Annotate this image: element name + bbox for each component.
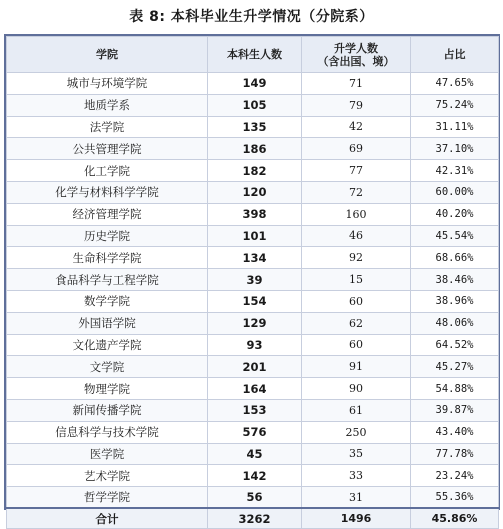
cell-college: 化学与材料科学学院 — [7, 181, 208, 203]
cell-undergrads: 149 — [208, 73, 302, 95]
cell-further: 60 — [302, 334, 411, 356]
cell-college: 外国语学院 — [7, 312, 208, 334]
cell-ratio: 54.88% — [411, 378, 499, 400]
cell-ratio: 55.36% — [411, 487, 499, 509]
cell-ratio: 47.65% — [411, 73, 499, 95]
cell-ratio: 68.66% — [411, 247, 499, 269]
cell-undergrads: 201 — [208, 356, 302, 378]
table-row — [7, 73, 499, 95]
cell-further: 77 — [302, 160, 411, 182]
cell-further: 79 — [302, 94, 411, 116]
cell-ratio: 75.24% — [411, 94, 499, 116]
total-further: 1496 — [302, 508, 411, 528]
cell-further: 35 — [302, 443, 411, 465]
total-label: 合计 — [7, 508, 208, 528]
cell-further: 60 — [302, 290, 411, 312]
total-undergrads: 3262 — [208, 508, 302, 528]
header-further-line1: 升学人数 — [334, 41, 378, 55]
cell-ratio: 42.31% — [411, 160, 499, 182]
cell-undergrads: 153 — [208, 399, 302, 421]
table-row — [7, 334, 499, 356]
table-row — [7, 116, 499, 138]
table-title: 表 8: 本科毕业生升学情况（分院系） — [129, 9, 374, 25]
graduate-table — [6, 36, 499, 529]
cell-further: 72 — [302, 181, 411, 203]
cell-college: 地质学系 — [7, 94, 208, 116]
cell-ratio: 64.52% — [411, 334, 499, 356]
cell-college: 医学院 — [7, 443, 208, 465]
cell-undergrads: 105 — [208, 94, 302, 116]
table-row — [7, 487, 499, 509]
table-body — [7, 73, 499, 509]
table-row — [7, 94, 499, 116]
cell-college: 化工学院 — [7, 160, 208, 182]
cell-college: 文化遗产学院 — [7, 334, 208, 356]
cell-college: 历史学院 — [7, 225, 208, 247]
cell-further: 90 — [302, 378, 411, 400]
table-row — [7, 399, 499, 421]
cell-further: 46 — [302, 225, 411, 247]
cell-further: 15 — [302, 269, 411, 291]
cell-college: 新闻传播学院 — [7, 399, 208, 421]
cell-ratio: 45.27% — [411, 356, 499, 378]
cell-undergrads: 164 — [208, 378, 302, 400]
table-row — [7, 356, 499, 378]
cell-further: 71 — [302, 73, 411, 95]
cell-undergrads: 56 — [208, 487, 302, 509]
cell-undergrads: 398 — [208, 203, 302, 225]
cell-ratio: 23.24% — [411, 465, 499, 487]
cell-college: 信息科学与技术学院 — [7, 421, 208, 443]
cell-undergrads: 93 — [208, 334, 302, 356]
cell-college: 生命科学学院 — [7, 247, 208, 269]
cell-further: 250 — [302, 421, 411, 443]
table-row — [7, 443, 499, 465]
cell-ratio: 43.40% — [411, 421, 499, 443]
cell-ratio: 39.87% — [411, 399, 499, 421]
cell-further: 31 — [302, 487, 411, 509]
cell-undergrads: 186 — [208, 138, 302, 160]
cell-undergrads: 135 — [208, 116, 302, 138]
header-college: 学院 — [7, 37, 208, 73]
table-row — [7, 138, 499, 160]
table-row — [7, 181, 499, 203]
table-row — [7, 465, 499, 487]
cell-college: 物理学院 — [7, 378, 208, 400]
cell-ratio: 38.96% — [411, 290, 499, 312]
cell-further: 92 — [302, 247, 411, 269]
cell-college: 城市与环境学院 — [7, 73, 208, 95]
cell-undergrads: 39 — [208, 269, 302, 291]
cell-college: 哲学学院 — [7, 487, 208, 509]
cell-undergrads: 129 — [208, 312, 302, 334]
cell-college: 经济管理学院 — [7, 203, 208, 225]
table-row — [7, 160, 499, 182]
cell-ratio: 40.20% — [411, 203, 499, 225]
cell-undergrads: 154 — [208, 290, 302, 312]
cell-undergrads: 134 — [208, 247, 302, 269]
table-row — [7, 378, 499, 400]
table-row — [7, 290, 499, 312]
cell-ratio: 37.10% — [411, 138, 499, 160]
header-further — [302, 37, 411, 73]
cell-college: 艺术学院 — [7, 465, 208, 487]
cell-further: 62 — [302, 312, 411, 334]
table-row — [7, 225, 499, 247]
header-ratio: 占比 — [411, 37, 499, 73]
total-row — [7, 508, 499, 528]
cell-ratio: 38.46% — [411, 269, 499, 291]
cell-further: 91 — [302, 356, 411, 378]
cell-college: 公共管理学院 — [7, 138, 208, 160]
total-ratio: 45.86% — [411, 508, 499, 528]
cell-further: 160 — [302, 203, 411, 225]
cell-undergrads: 142 — [208, 465, 302, 487]
table-row — [7, 247, 499, 269]
cell-further: 33 — [302, 465, 411, 487]
header-row — [7, 37, 499, 73]
table-row — [7, 203, 499, 225]
cell-ratio: 48.06% — [411, 312, 499, 334]
cell-college: 食品科学与工程学院 — [7, 269, 208, 291]
header-undergrads: 本科生人数 — [208, 37, 302, 73]
cell-further: 69 — [302, 138, 411, 160]
cell-undergrads: 45 — [208, 443, 302, 465]
cell-further: 61 — [302, 399, 411, 421]
cell-ratio: 31.11% — [411, 116, 499, 138]
cell-ratio: 45.54% — [411, 225, 499, 247]
cell-undergrads: 576 — [208, 421, 302, 443]
graduate-table-container — [4, 34, 500, 526]
table-row — [7, 421, 499, 443]
cell-undergrads: 182 — [208, 160, 302, 182]
cell-college: 数学学院 — [7, 290, 208, 312]
cell-undergrads: 120 — [208, 181, 302, 203]
table-row — [7, 312, 499, 334]
cell-ratio: 60.00% — [411, 181, 499, 203]
cell-college: 文学院 — [7, 356, 208, 378]
table-row — [7, 269, 499, 291]
cell-further: 42 — [302, 116, 411, 138]
cell-undergrads: 101 — [208, 225, 302, 247]
cell-college: 法学院 — [7, 116, 208, 138]
header-further-line2: （含出国、境） — [317, 54, 395, 68]
cell-ratio: 77.78% — [411, 443, 499, 465]
